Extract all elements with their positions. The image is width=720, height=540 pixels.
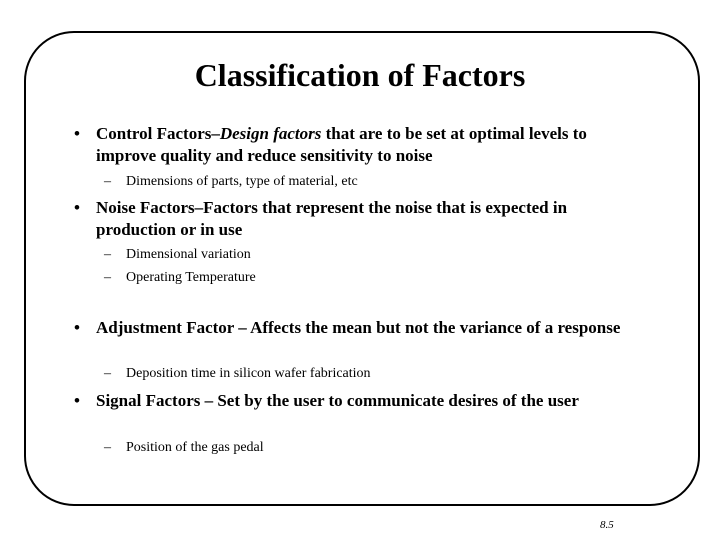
bullet-marker: • bbox=[74, 391, 80, 410]
dash-marker: – bbox=[104, 174, 111, 189]
bullet-control-factors bbox=[74, 123, 634, 167]
sub-item bbox=[104, 365, 371, 383]
dash-marker: – bbox=[104, 366, 111, 381]
bullet-lead: Control Factors– bbox=[96, 124, 220, 143]
slide-title: Classification of Factors bbox=[194, 57, 526, 93]
sub-item-text: Dimensions of parts, type of material, etc bbox=[126, 174, 358, 189]
bullet-text bbox=[96, 123, 634, 167]
bullet-text: Adjustment Factor – Affects the mean but not the variance of a response bbox=[96, 318, 621, 337]
bullet-rest: that are to be set at optimal levels to improve quality and reduce sensitivity to noise bbox=[96, 124, 587, 165]
sub-item-text: Position of the gas pedal bbox=[126, 440, 264, 455]
dash-marker: – bbox=[104, 440, 111, 455]
dash-marker: – bbox=[104, 247, 111, 262]
bullet-signal-factors bbox=[74, 390, 634, 412]
sub-item bbox=[104, 173, 358, 191]
sub-item bbox=[104, 439, 264, 457]
bullet-lead-italic: Design factors bbox=[219, 124, 322, 143]
sub-item-text: Dimensional variation bbox=[126, 247, 251, 262]
sub-item-text: Deposition time in silicon wafer fabrication bbox=[126, 366, 371, 381]
sub-item bbox=[104, 269, 256, 287]
sub-item bbox=[104, 246, 251, 264]
bullet-marker: • bbox=[74, 318, 80, 337]
bullet-noise-factors bbox=[74, 197, 634, 241]
bullet-marker: • bbox=[74, 124, 80, 143]
bullet-adjustment-factor bbox=[74, 317, 634, 339]
dash-marker: – bbox=[104, 270, 111, 285]
bullet-text: Noise Factors–Factors that represent the noise that is expected in production or in use bbox=[96, 198, 568, 239]
bullet-text: Signal Factors – Set by the user to communicate desires of the user bbox=[96, 391, 579, 410]
sub-item-text: Operating Temperature bbox=[126, 270, 256, 285]
page-number: 8.5 bbox=[600, 519, 614, 531]
bullet-marker: • bbox=[74, 198, 80, 217]
